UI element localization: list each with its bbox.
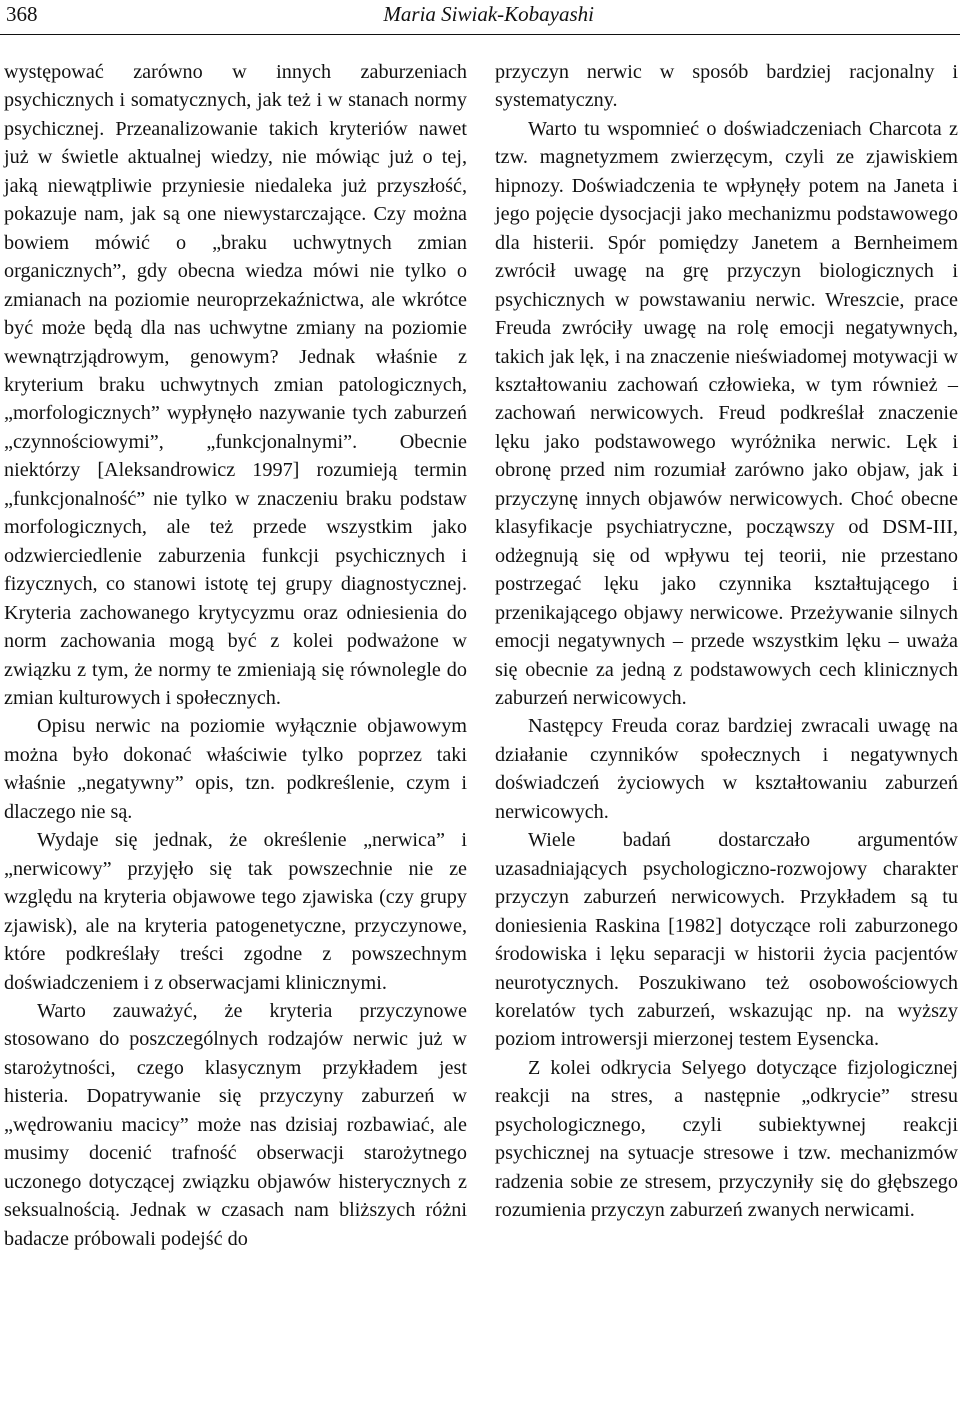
paragraph: Warto tu wspomnieć o doświadczeniach Charcota z tzw. magnetyzmem zwierzęcym, czyli ze zjawiskiem hipnozy. Doświadczenia te wpłynęły potem na Janeta i jego pojęcie dysocjacji jako mechanizmu podstawowego dla histerii. Spór pomiędzy Janetem a Bernheimem zwrócił uwagę na grę przyczyn biologicznych i psychicznych w powstawaniu nerwic. Wreszcie, prace Freuda zwróciły uwagę na rolę emocji negatywnych, takich jak lęk, i na znaczenie nieświadomej motywacji w kształtowaniu zachowań człowieka, w tym również – zachowań nerwicowych. Freud podkreślał znaczenie lęku jako podstawowego wyróżnika nerwic. Lęk i obronę przed nim rozumiał zarówno jako objaw, jak i przyczynę innych objawów nerwicowych. Choć obecne klasyfikacje psychiatryczne, począwszy od DSM-III, odżegnują się od wpływu tej teorii, nie przestano postrzegać lęku jako czynnika kształtującego i przenikającego objawy nerwicowe. Przeżywanie silnych emocji negatywnych – przede wszystkim lęku – uważa się obecnie za jedną z podstawowych cech klinicznych zaburzeń nerwicowych. [495, 117, 958, 709]
paragraph: Wydaje się jednak, że określenie „nerwica” i „nerwicowy” przyjęło się tak powszechnie nie ze względu na kryteria objawowe tego zjawiska (czy grupy zjawisk), ale na kryteria patogenetyczne, przyczynowe, które podkreślały treści zgodne z powszechnym doświadczeniem i z obserwacjami klinicznymi. [4, 829, 467, 994]
paragraph: występować zarówno w innych zaburzeniach psychicznych i somatycznych, jak też i w stanach normy psychicznej. Przeanalizowanie takich kryteriów nawet już w świetle aktualnej wiedzy, nie mówiąc już o tej, jaką niewątpliwie przyniesie niedaleka już przyszłość, pokazuje nam, jak są one niewystarczające. Czy można bowiem mówić o „braku uchwytnych zmian organicznych”, gdy obecna wiedza mówi nie tylko o zmianach na poziomie neuroprzekaźnictwa, ale wkrótce być może będą dla nas uchwytne zmiany na poziomie wewnątrzjądrowym, genowym? Jednak właśnie z kryterium braku uchwytnych zmian patologicznych, „morfologicznych” wypłynęło nazywanie tych zaburzeń „czynnościowymi”, „funkcjonalnymi”. Obecnie niektórzy [Aleksandrowicz 1997] rozumieją termin „funkcjonalność” nie tylko w znaczeniu braku podstaw morfologicznych, ale też przede wszystkim jako odzwierciedlenie zaburzenia funkcji psychicznych i fizycznych, co stanowi istotę tej grupy diagnostycznej. Kryteria zachowanego krytycyzmu oraz odniesienia do norm zachowania mogą być z kolei podważone w związku z tym, że normy te zmieniają się równolegle do zmian kulturowych i społecznych. [4, 61, 467, 709]
page-number: 368 [6, 2, 38, 26]
paragraph: Opisu nerwic na poziomie wyłącznie objawowym można było dokonać właściwie tylko poprzez taki właśnie „negatywny” opis, tzn. podkreślenie, czym i dlaczego nie są. [4, 715, 467, 823]
paragraph: przyczyn nerwic w sposób bardziej racjonalny i systematyczny. [495, 61, 958, 112]
paragraph: Z kolei odkrycia Selyego dotyczące fizjologicznej reakcji na stres, a następnie „odkrycie” stresu psychologicznego, czyli subiektywnej reakcji psychicznej na sytuacje stresowe i tzw. mechanizmów radzenia sobie ze stresem, przyczyniły się do głębszego rozumienia przyczyn zaburzeń zwanych nerwicami. [495, 1056, 958, 1222]
paragraph: Wiele badań dostarczało argumentów uzasadniających psychologiczno-rozwojowy charakter przyczyn zaburzeń nerwicowych. Przykładem są tu doniesienia Raskina [1982] dotyczące roli zaburzonego środowiska i lęku separacji w historii życia pacjentów neurotycznych. Poszukiwano też osobowościowych korelatów tych zaburzeń, wskazując np. na wyższy poziom introwersji mierzonej testem Eysencka. [495, 829, 958, 1051]
page-header [0, 0, 960, 35]
paragraph: Warto zauważyć, że kryteria przyczynowe stosowano do poszczególnych rodzajów nerwic już w starożytności, czego klasycznym przykładem jest histeria. Dopatrywanie się przyczyny zaburzeń w „wędrowaniu macicy” może nas dzisiaj rozbawiać, ale musimy docenić trafność obserwacji starożytnego uczonego dotyczącej związku objawów histerycznych z seksualnością. Jednak w czasach nam bliższych różni badacze próbowali podejść do [4, 999, 467, 1250]
right-text-column [495, 58, 958, 1225]
left-text-column [4, 58, 467, 1253]
paragraph: Następcy Freuda coraz bardziej zwracali uwagę na działanie czynników społecznych i negatywnych doświadczeń życiowych w kształtowaniu zaburzeń nerwicowych. [495, 715, 958, 823]
running-head-author: Maria Siwiak-Kobayashi [383, 2, 594, 26]
